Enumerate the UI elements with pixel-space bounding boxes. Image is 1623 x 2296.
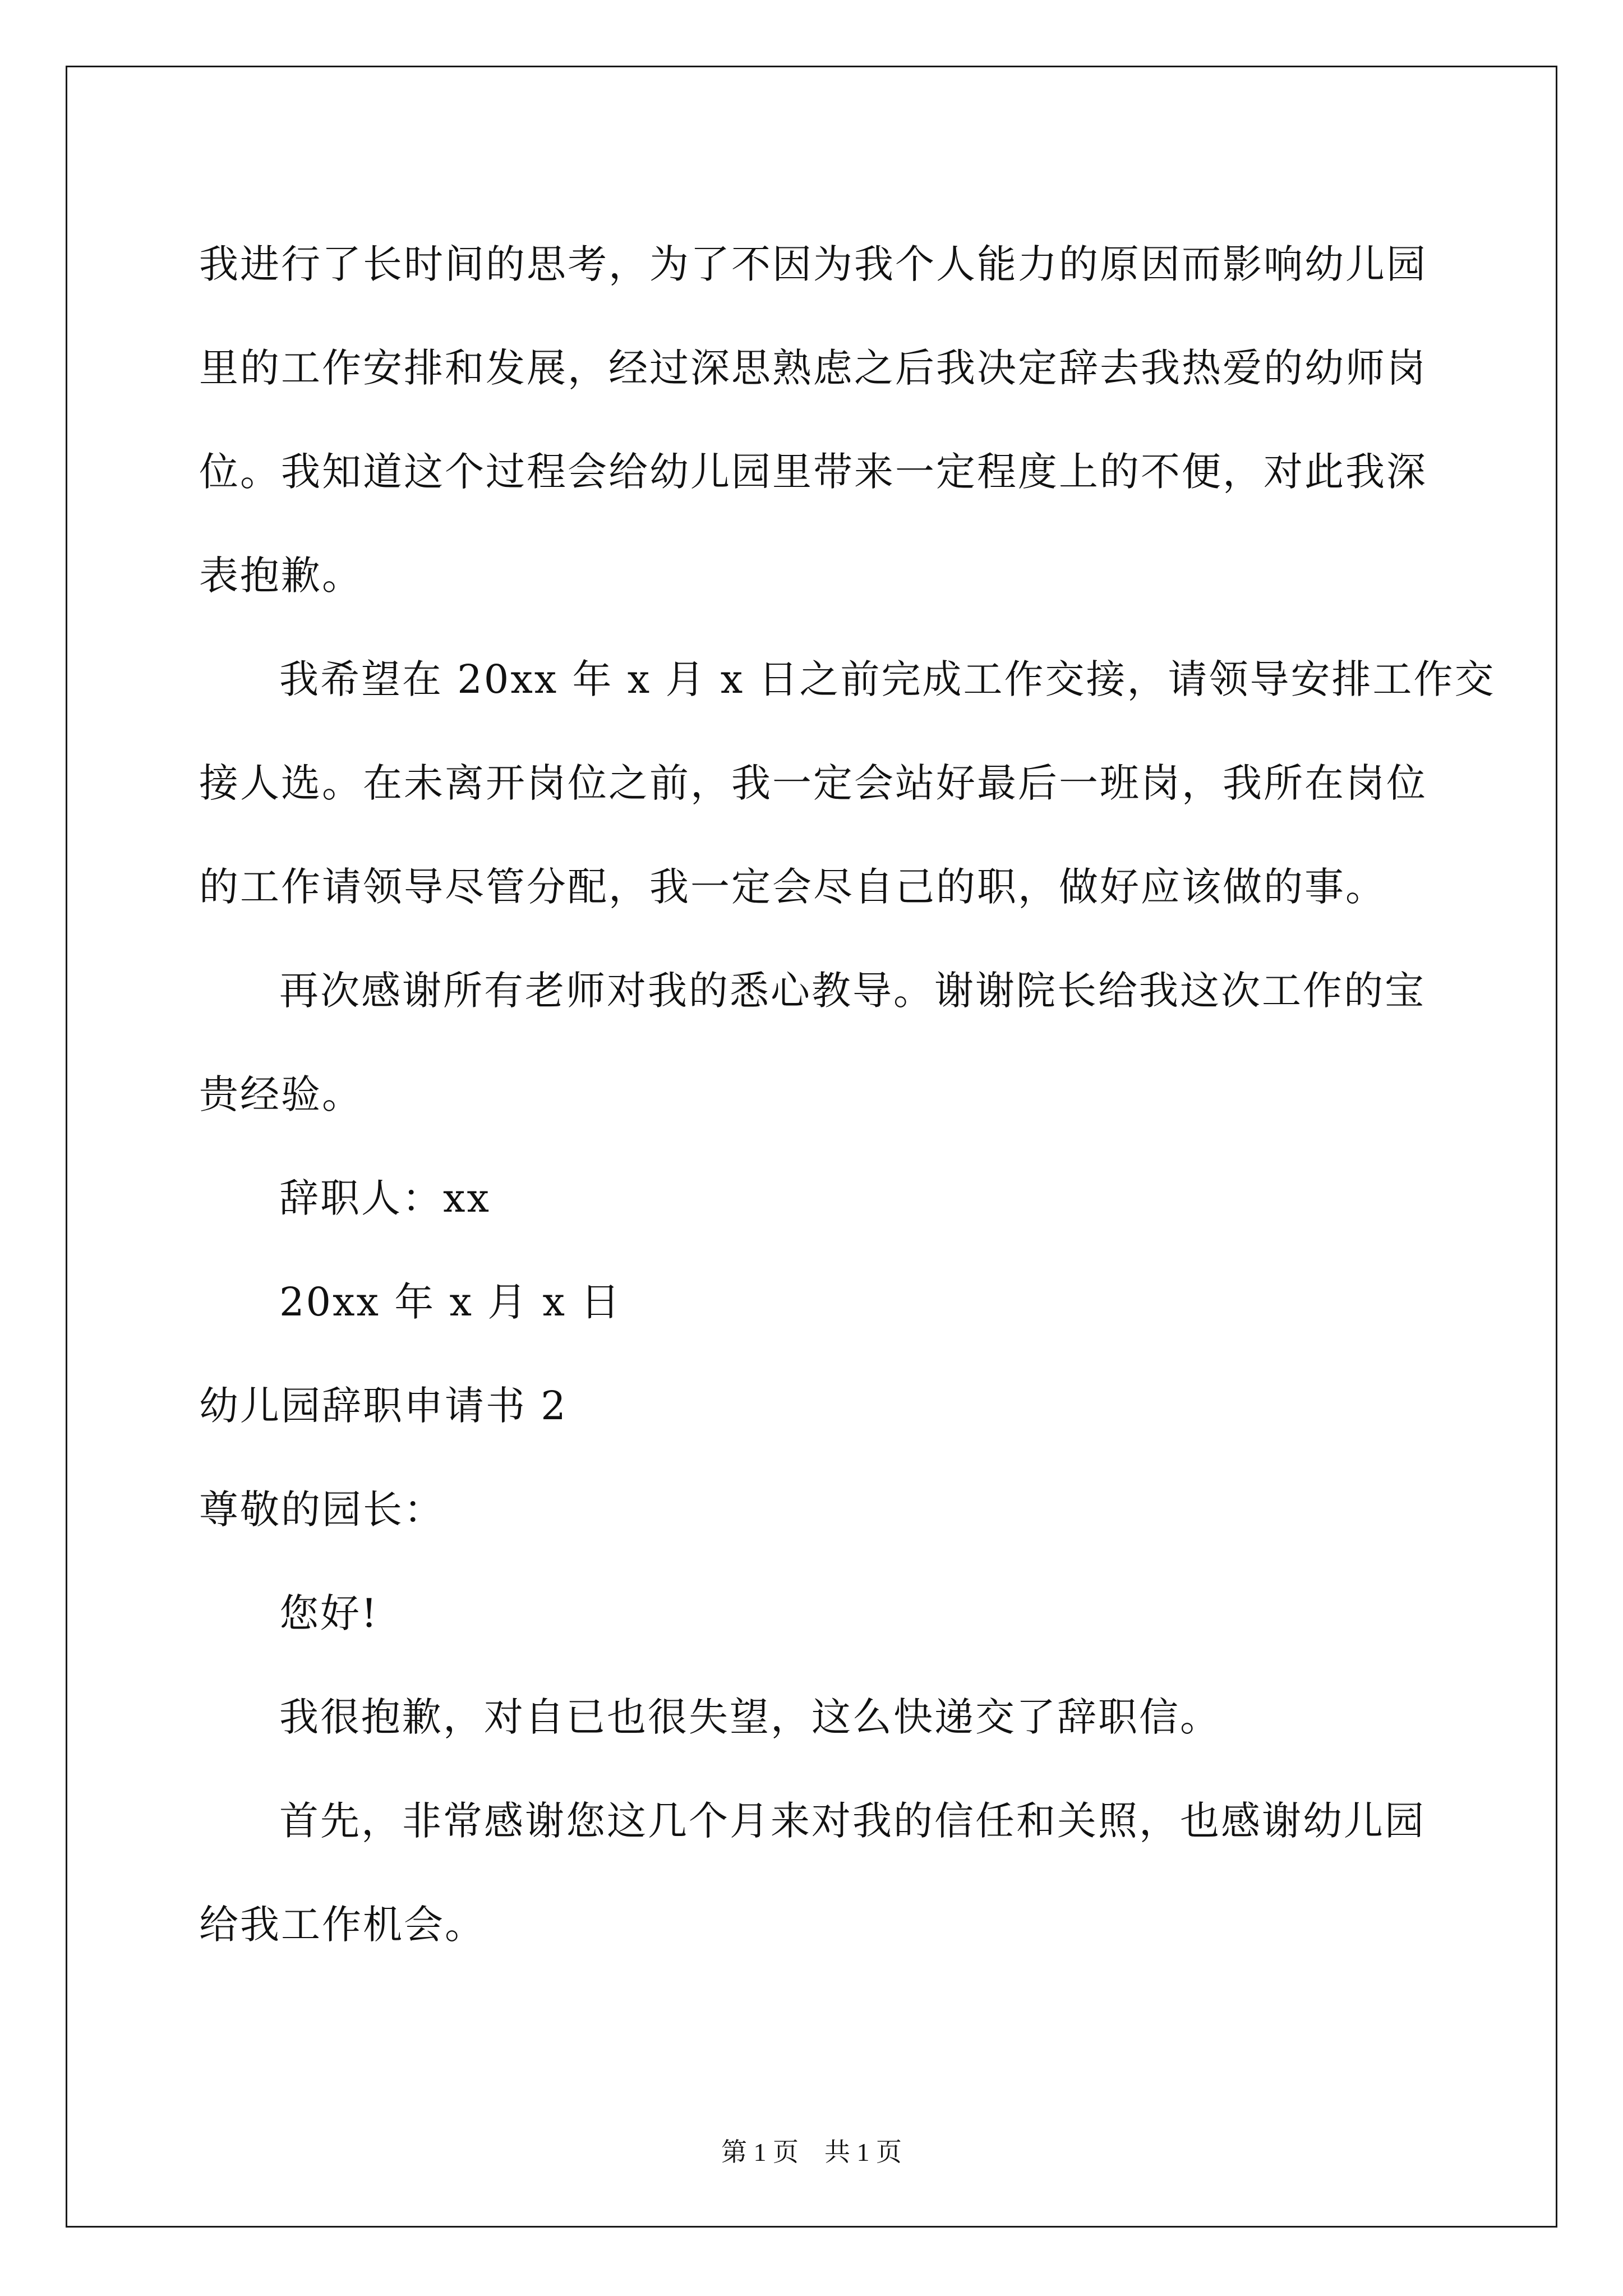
- section-heading: 幼儿园辞职申请书 2: [199, 1383, 568, 1429]
- text-line: 我希望在 20xx 年 x 月 x 日之前完成工作交接，请领导安排工作交: [279, 656, 1496, 702]
- signature-line: 辞职人：xx: [279, 1175, 491, 1221]
- text-line: 我很抱歉，对自已也很失望，这么快递交了辞职信。: [279, 1694, 1221, 1740]
- text-line: 我进行了长时间的思考，为了不因为我个人能力的原因而影响幼儿园: [199, 241, 1427, 287]
- text-line: 表抱歉。: [199, 553, 363, 599]
- date-line: 20xx 年 x 月 x 日: [279, 1279, 622, 1325]
- greeting: 您好!: [279, 1590, 379, 1636]
- text-line: 里的工作安排和发展，经过深思熟虑之后我决定辞去我热爱的幼师岗: [199, 345, 1427, 391]
- text-line: 首先，非常感谢您这几个月来对我的信任和关照，也感谢幼儿园: [279, 1798, 1426, 1844]
- text-line: 给我工作机会。: [199, 1902, 486, 1948]
- text-line: 贵经验。: [199, 1071, 363, 1117]
- text-line: 再次感谢所有老师对我的悉心教导。谢谢院长给我这次工作的宝: [279, 968, 1426, 1014]
- page-number-footer: 第 1 页 共 1 页: [721, 2138, 902, 2166]
- salutation: 尊敬的园长：: [199, 1487, 445, 1533]
- text-line: 位。我知道这个过程会给幼儿园里带来一定程度上的不便，对此我深: [199, 449, 1427, 495]
- text-line: 的工作请领导尽管分配，我一定会尽自己的职，做好应该做的事。: [199, 864, 1386, 910]
- text-line: 接人选。在未离开岗位之前，我一定会站好最后一班岗，我所在岗位: [199, 760, 1427, 806]
